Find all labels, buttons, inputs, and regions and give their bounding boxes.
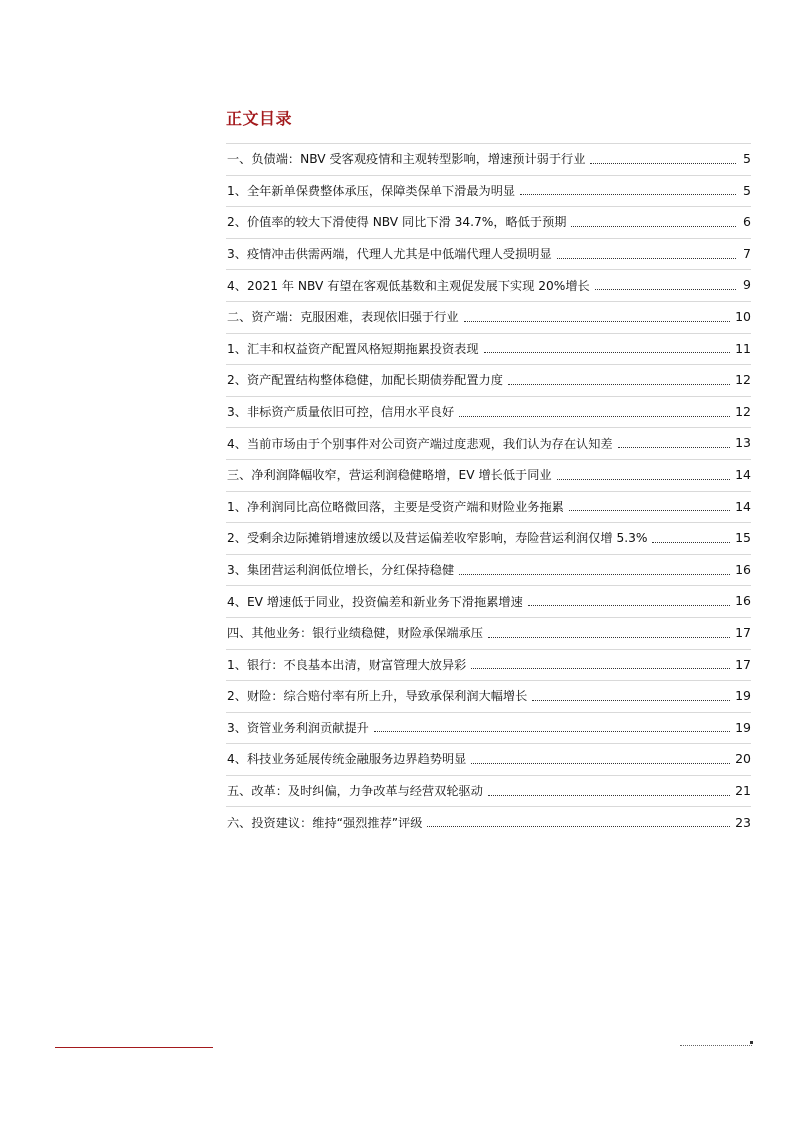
toc-entry-page: 17 — [735, 624, 751, 640]
toc-entry-page: 12 — [735, 403, 751, 419]
toc-entry-label: 2、价值率的较大下滑使得 NBV 同比下滑 34.7%，略低于预期 — [227, 215, 567, 230]
toc-entry-page: 11 — [735, 340, 751, 356]
toc-entry-label: 1、全年新单保费整体承压，保障类保单下滑最为明显 — [227, 183, 516, 198]
toc-leader — [557, 258, 736, 259]
toc-entry-page: 16 — [735, 561, 751, 577]
toc-entry[interactable] — [226, 143, 751, 175]
toc-entry-label: 2、财险：综合赔付率有所上升，导致承保利润大幅增长 — [227, 689, 528, 704]
toc-entry-page: 21 — [735, 782, 751, 798]
toc-entry-label: 五、改革：及时纠偏，力争改革与经营双轮驱动 — [227, 784, 483, 799]
toc-entry-page: 6 — [743, 214, 751, 230]
toc-entry[interactable] — [226, 712, 751, 744]
toc-entry[interactable] — [226, 806, 751, 838]
toc-entry[interactable] — [226, 427, 751, 459]
toc-entry-label: 3、资管业务利润贡献提升 — [227, 720, 369, 735]
toc-leader — [471, 763, 730, 764]
toc-leader — [532, 700, 730, 701]
toc-leader — [464, 321, 731, 322]
toc-entry[interactable] — [226, 206, 751, 238]
toc-entry-page: 12 — [735, 372, 751, 388]
toc-entry-label: 1、净利润同比高位略微回落，主要是受资产端和财险业务拖累 — [227, 499, 564, 514]
toc-entry-page: 10 — [735, 309, 751, 325]
toc-leader — [652, 542, 730, 543]
toc-entry-page: 16 — [735, 593, 751, 609]
toc-leader — [484, 352, 731, 353]
toc-entry[interactable] — [226, 522, 751, 554]
toc-entry-label: 一、负债端：NBV 受客观疫情和主观转型影响，增速预计弱于行业 — [227, 152, 586, 167]
toc-entry-label: 2、资产配置结构整体稳健，加配长期债券配置力度 — [227, 373, 503, 388]
toc-entry-page: 7 — [743, 245, 751, 261]
toc-title: 正文目录 — [226, 109, 293, 128]
toc-leader — [471, 668, 730, 669]
toc-entry[interactable] — [226, 680, 751, 712]
toc-entry[interactable] — [226, 743, 751, 775]
toc-entry-label: 六、投资建议：维持“强烈推荐”评级 — [227, 815, 423, 830]
toc-entry[interactable] — [226, 585, 751, 617]
toc-leader — [595, 289, 736, 290]
toc-entry-label: 2、受剩余边际摊销增速放缓以及营运偏差收窄影响，寿险营运利润仅增 5.3% — [227, 531, 648, 546]
toc-entry[interactable] — [226, 269, 751, 301]
toc-entry[interactable] — [226, 649, 751, 681]
toc-entry[interactable] — [226, 775, 751, 807]
toc-leader — [557, 479, 730, 480]
toc-leader — [508, 384, 730, 385]
toc-entry[interactable] — [226, 364, 751, 396]
toc-entry-label: 3、集团营运利润低位增长，分红保持稳健 — [227, 562, 455, 577]
toc-entry-label: 3、非标资产质量依旧可控，信用水平良好 — [227, 404, 455, 419]
toc-entry-label: 4、当前市场由于个别事件对公司资产端过度悲观，我们认为存在认知差 — [227, 436, 613, 451]
footer-accent-rule — [55, 1047, 213, 1048]
toc-leader — [618, 447, 731, 448]
toc-entry[interactable] — [226, 238, 751, 270]
toc-entry-page: 17 — [735, 656, 751, 672]
toc-entry[interactable] — [226, 554, 751, 586]
toc-leader — [374, 731, 730, 732]
toc-leader — [488, 795, 730, 796]
toc-entry-label: 4、科技业务延展传统金融服务边界趋势明显 — [227, 752, 467, 767]
toc-entry[interactable] — [226, 175, 751, 207]
toc-entry-page: 23 — [735, 814, 751, 830]
toc-leader — [488, 637, 730, 638]
toc-entry-page: 14 — [735, 466, 751, 482]
toc-leader — [569, 510, 730, 511]
toc-entry-label: 4、EV 增速低于同业，投资偏差和新业务下滑拖累增速 — [227, 594, 523, 609]
toc-entry-page: 14 — [735, 498, 751, 514]
toc-entry-page: 15 — [735, 530, 751, 546]
toc-leader — [528, 605, 730, 606]
toc-entry-page: 19 — [735, 688, 751, 704]
toc-leader — [459, 574, 730, 575]
toc-entry-label: 二、资产端：克服困难，表现依旧强于行业 — [227, 310, 459, 325]
toc-entry-label: 1、银行：不良基本出清，财富管理大放异彩 — [227, 657, 467, 672]
toc-leader — [520, 194, 736, 195]
footer-dot — [750, 1041, 753, 1044]
toc-entry[interactable] — [226, 301, 751, 333]
toc-entry-label: 四、其他业务：银行业绩稳健，财险承保端承压 — [227, 626, 483, 641]
toc-entry-page: 20 — [735, 751, 751, 767]
toc-entry[interactable] — [226, 396, 751, 428]
toc-entry[interactable] — [226, 491, 751, 523]
toc-leader — [571, 226, 736, 227]
toc-leader — [427, 826, 730, 827]
toc-entry-page: 9 — [743, 277, 751, 293]
toc-list — [226, 143, 751, 838]
toc-entry[interactable] — [226, 333, 751, 365]
toc-entry-page: 5 — [743, 182, 751, 198]
toc-entry-page: 5 — [743, 151, 751, 167]
toc-entry-page: 13 — [735, 435, 751, 451]
toc-leader — [459, 416, 730, 417]
toc-entry-label: 3、疫情冲击供需两端，代理人尤其是中低端代理人受损明显 — [227, 246, 552, 261]
toc-entry-label: 三、净利润降幅收窄，营运利润稳健略增，EV 增长低于同业 — [227, 468, 552, 483]
toc-entry-page: 19 — [735, 719, 751, 735]
toc-leader — [590, 163, 736, 164]
toc-entry-label: 1、汇丰和权益资产配置风格短期拖累投资表现 — [227, 341, 479, 356]
toc-entry[interactable] — [226, 617, 751, 649]
footer-dotted-rule — [680, 1045, 752, 1046]
toc-entry[interactable] — [226, 459, 751, 491]
toc-entry-label: 4、2021 年 NBV 有望在客观低基数和主观促发展下实现 20%增长 — [227, 278, 590, 293]
